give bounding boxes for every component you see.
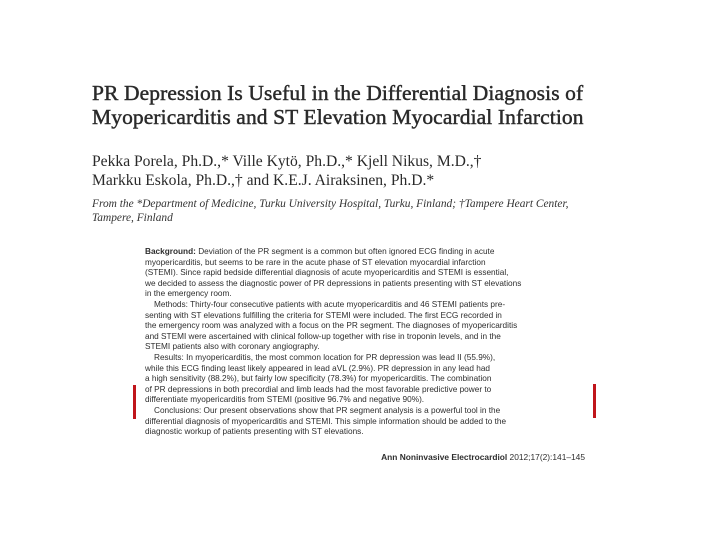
title-line-2: Myopericarditis and ST Elevation Myocardial Infarction bbox=[92, 105, 584, 129]
abstract-line: STEMI patients also with coronary angiography. bbox=[145, 342, 320, 352]
methods-label: Methods: bbox=[154, 299, 188, 309]
abstract-line: while this ECG finding least likely appeared in lead aVL (2.9%). PR depression in any lead had bbox=[145, 363, 491, 373]
abstract-line: of PR depressions in both precordial and limb leads had the most favorable predictive power to bbox=[145, 384, 492, 394]
title-line-1: PR Depression Is Useful in the Differential Diagnosis of bbox=[92, 81, 584, 105]
abstract-line bbox=[145, 300, 585, 311]
abstract-line: diagnostic workup of patients presenting with ST elevations. bbox=[145, 427, 364, 437]
abstract-line bbox=[145, 353, 585, 364]
affiliation bbox=[92, 197, 652, 225]
methods-text: Thirty-four consecutive patients with acute myopericarditis and 46 STEMI patients pre- bbox=[190, 299, 506, 309]
conclusions-label: Conclusions: bbox=[154, 405, 202, 415]
abstract-line bbox=[145, 247, 585, 258]
authors-line-1: Pekka Porela, Ph.D.,* Ville Kytö, Ph.D.,* Kjell Nikus, M.D.,† bbox=[92, 153, 482, 170]
abstract-line bbox=[145, 406, 585, 417]
affiliation-line-1: From the *Department of Medicine, Turku University Hospital, Turku, Finland; †Tampere Heart Center, bbox=[92, 198, 569, 210]
citation-journal: Ann Noninvasive Electrocardiol bbox=[381, 452, 508, 462]
abstract-line: in the emergency room. bbox=[145, 289, 232, 299]
conclusions-text: Our present observations show that PR segment analysis is a powerful tool in the bbox=[203, 405, 501, 415]
abstract-line: the emergency room was analyzed with a focus on the PR segment. The diagnoses of myopericarditis bbox=[145, 321, 518, 331]
abstract-line: a high sensitivity (88.2%), but fairly low specificity (78.3%) for myopericarditis. The combination bbox=[145, 374, 492, 384]
abstract-line: and STEMI were ascertained with clinical follow-up together with rise in troponin levels, and in the bbox=[145, 331, 501, 341]
affiliation-line-2: Tampere, Finland bbox=[92, 212, 173, 224]
paper-title bbox=[92, 81, 692, 129]
background-text: Deviation of the PR segment is a common but often ignored ECG finding in acute bbox=[198, 247, 495, 256]
abstract-line: senting with ST elevations fulfilling the criteria for STEMI were included. The first ECG recorded in bbox=[145, 310, 502, 320]
abstract-line: differentiate myopericarditis from STEMI (positive 96.7% and negative 90%). bbox=[145, 395, 425, 405]
abstract-line: myopericarditis, but seems to be rare in the acute phase of ST elevation myocardial infarction bbox=[145, 257, 486, 267]
results-label: Results: bbox=[154, 352, 184, 362]
highlight-bar-right bbox=[593, 384, 596, 418]
citation-details: 2012;17(2):141–145 bbox=[509, 452, 585, 462]
abstract-line: differential diagnosis of myopericarditis and STEMI. This simple information should be added to the bbox=[145, 416, 507, 426]
abstract bbox=[145, 247, 585, 438]
authors-line-2: Markku Eskola, Ph.D.,† and K.E.J. Airaksinen, Ph.D.* bbox=[92, 172, 435, 189]
abstract-line: we decided to assess the diagnostic power of PR depressions in patients presenting with ST elevations bbox=[145, 278, 522, 288]
citation bbox=[340, 452, 585, 462]
highlight-bar-left bbox=[133, 385, 136, 419]
abstract-line: (STEMI). Since rapid bedside differential diagnosis of acute myopericarditis and STEMI is essential, bbox=[145, 268, 509, 278]
author-list bbox=[92, 152, 692, 190]
results-text: In myopericarditis, the most common location for PR depression was lead II (55.9%), bbox=[186, 352, 496, 362]
background-label: Background: bbox=[145, 247, 196, 256]
